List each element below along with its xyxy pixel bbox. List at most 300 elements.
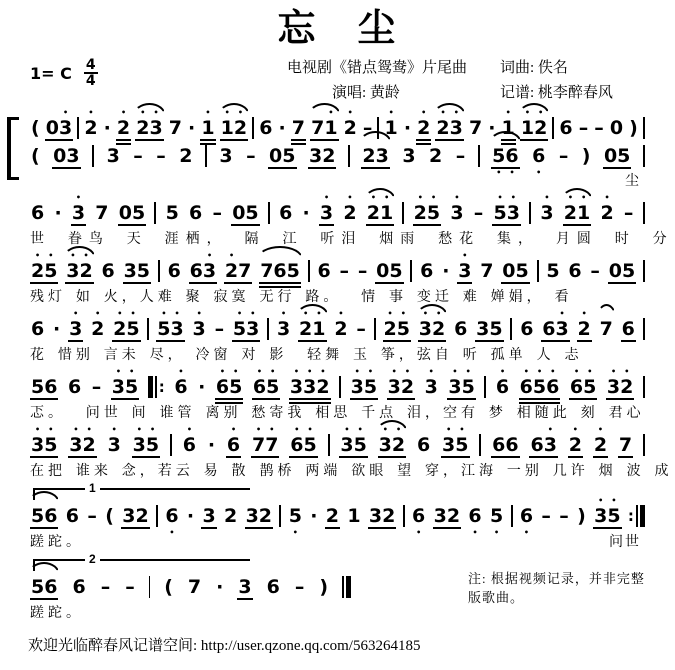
note-char: • 5 — [44, 434, 57, 456]
lyrics-line — [0, 460, 675, 480]
note-char: 6 — [559, 116, 573, 139]
note-token — [163, 576, 174, 598]
note-char: • 3 — [171, 318, 184, 340]
intro-system — [0, 114, 675, 190]
note-char: – — [558, 144, 569, 167]
note-char: 6 — [189, 259, 203, 282]
lyrics-line — [0, 402, 675, 422]
note-char: • 5 — [493, 202, 506, 224]
note-token — [268, 145, 296, 167]
note-char: • 2 — [31, 260, 44, 282]
barline — [403, 505, 405, 527]
note-token — [200, 117, 215, 139]
note-char: 2 — [362, 144, 376, 167]
note-token — [30, 145, 41, 167]
note-token — [441, 434, 469, 456]
note-char: • 2 — [83, 434, 96, 456]
volta-number: 2 — [85, 552, 100, 566]
lyrics-line — [0, 344, 675, 364]
note-token — [167, 260, 182, 282]
note-token — [343, 117, 358, 139]
note-char: 5 — [489, 317, 503, 340]
note-char: 5 — [617, 144, 631, 167]
note-token — [350, 376, 378, 398]
note-token — [30, 117, 41, 139]
note-token — [578, 117, 590, 139]
vocal-system — [0, 198, 675, 248]
note-token — [168, 117, 183, 139]
note-token — [106, 145, 121, 167]
note-char: · — [198, 375, 206, 398]
note-char: • 5 — [455, 434, 468, 456]
note-char: 7 — [95, 201, 109, 224]
note-token — [593, 117, 605, 139]
repeat-dots: : — [627, 506, 634, 525]
note-char: 5 — [245, 201, 259, 224]
note-char: 6 • — [468, 505, 481, 527]
note-token — [67, 376, 82, 398]
note-char: – — [356, 317, 366, 340]
note-token — [135, 117, 163, 139]
note-token — [623, 202, 635, 224]
note-char: • 5 — [462, 376, 475, 398]
note-char: · — [207, 433, 216, 456]
note-char: 6 • — [532, 145, 545, 167]
note-char: • 2 — [600, 202, 613, 224]
barline — [279, 505, 281, 527]
note-char: • 6 — [174, 376, 187, 398]
note-token — [489, 505, 504, 527]
barline — [640, 505, 645, 527]
note-char: – — [214, 317, 225, 340]
note-token — [192, 318, 207, 340]
note-token — [545, 260, 560, 282]
note-char: • 5 — [364, 376, 377, 398]
lyrics-text: 花 惜别 言未 尽， 冷窗 对 影 轻舞 玉 筝，弦自 听 孤单 人 忐 — [30, 345, 583, 362]
note-char: · — [103, 116, 111, 139]
note-token — [298, 318, 326, 340]
note-token — [104, 505, 115, 527]
note-token — [291, 117, 306, 139]
note-char: • 2 — [392, 434, 405, 456]
note-token — [30, 505, 58, 527]
note-char: · — [186, 504, 195, 527]
note-char: • 5 — [427, 202, 440, 224]
note-char: 6 — [279, 201, 293, 224]
note-token — [220, 117, 248, 139]
note-char: • 2 — [343, 202, 356, 224]
note-char: • 2 — [367, 202, 380, 224]
note-char: 6 • — [412, 505, 425, 527]
note-token — [375, 260, 403, 282]
note-token — [418, 318, 446, 340]
note-char: • 6 — [183, 434, 196, 456]
note-token — [628, 117, 639, 139]
note-char: • 5 — [44, 260, 57, 282]
note-token — [424, 376, 439, 398]
note-token — [132, 145, 144, 167]
note-token — [68, 318, 83, 340]
note-char: • 2 — [436, 117, 449, 139]
note-char: • 2 — [344, 117, 357, 139]
note-char: 1 — [347, 504, 361, 527]
note-char: 5 • — [289, 505, 302, 527]
note-char: 3 — [308, 144, 323, 167]
barline — [148, 376, 153, 398]
note-char: 3 — [433, 504, 447, 527]
barline — [478, 145, 480, 167]
note-char: • 3 — [193, 318, 206, 340]
note-token — [189, 260, 217, 282]
note-token — [101, 260, 116, 282]
note-char: • 6 — [570, 376, 583, 398]
note-char: 6 — [31, 317, 45, 340]
note-char: 6 — [44, 504, 58, 527]
lyrics-text-right: 问世 — [609, 532, 641, 549]
note-char: • 3 — [419, 318, 432, 340]
note-char: 6 — [505, 433, 519, 456]
note-token — [308, 145, 336, 167]
note-token — [333, 318, 348, 340]
note-token — [178, 145, 193, 167]
note-token — [433, 505, 461, 527]
note-char: • 3 — [149, 117, 162, 139]
note-char: 6 — [542, 317, 556, 340]
note-char: • 3 — [112, 376, 125, 398]
note-char: • 2 — [84, 117, 97, 139]
note-token — [83, 117, 98, 139]
note-token — [107, 434, 122, 456]
note-token — [266, 576, 281, 598]
note-char: 6 — [416, 433, 431, 456]
note-char: – — [473, 201, 484, 224]
note-char: • 1 — [324, 117, 337, 139]
vocal-system — [0, 372, 675, 422]
note-char: 6 — [68, 375, 82, 398]
note-token — [577, 318, 592, 340]
barline — [346, 576, 351, 598]
note-char: • 2 — [299, 318, 312, 340]
note-char: 3 — [368, 504, 383, 527]
note-token — [416, 117, 431, 139]
note-char: 5 — [621, 259, 636, 282]
note-token — [318, 576, 329, 598]
note-char: 6 — [44, 575, 58, 598]
note-char: ) — [581, 144, 591, 167]
note-char: 3 — [476, 317, 490, 340]
note-token — [447, 376, 475, 398]
note-char: • 2 — [417, 117, 430, 139]
final-barline — [342, 576, 351, 598]
note-char: 0 — [502, 259, 516, 282]
note-char: 2 — [325, 504, 340, 527]
note-token — [387, 376, 415, 398]
note-char: • 5 — [303, 434, 316, 456]
note-token — [361, 145, 389, 167]
note-token — [276, 318, 291, 340]
repeat-begin-sign — [148, 376, 165, 398]
note-char: 5 — [31, 375, 45, 398]
note-char: • 3 — [66, 260, 79, 282]
note-token — [339, 260, 351, 282]
note-char: • 3 — [544, 434, 557, 456]
barline — [308, 260, 310, 282]
barline — [643, 145, 645, 167]
note-token — [182, 434, 197, 456]
barline — [348, 145, 350, 167]
note-char: • 3 — [458, 260, 471, 282]
note-char: 2 — [322, 144, 336, 167]
note-char: – — [455, 144, 466, 167]
note-char: – — [590, 259, 600, 282]
note-char: • 5 — [233, 318, 246, 340]
note-token — [558, 145, 570, 167]
note-token — [309, 505, 318, 527]
note-token — [357, 260, 369, 282]
note-token — [245, 145, 257, 167]
note-char: 3 — [66, 144, 80, 167]
note-char: 0 — [603, 144, 618, 167]
note-token — [30, 202, 45, 224]
note-char: • 3 — [303, 376, 316, 398]
note-token — [124, 576, 136, 598]
lyrics-text: 残灯 如 火，人难 聚 寂寞 无行 路。 情 事 变迁 难 婵娟， 看 — [30, 287, 573, 304]
note-token — [435, 117, 463, 139]
note-token — [30, 318, 45, 340]
barline — [484, 376, 486, 398]
note-char: – — [133, 144, 143, 167]
notes-line — [0, 142, 675, 170]
note-char: • 2 — [136, 117, 149, 139]
lyrics-text: 蹉跎。 — [30, 603, 84, 620]
barline — [328, 434, 330, 456]
note-char: • 5 — [266, 376, 279, 398]
note-token — [529, 434, 557, 456]
note-char: • 6 — [216, 376, 229, 398]
note-token — [165, 202, 180, 224]
note-char: 6 — [420, 259, 434, 282]
note-char: • 6 — [290, 434, 303, 456]
note-char: 3 — [375, 144, 389, 167]
note-token — [91, 376, 103, 398]
lyrics-line — [0, 170, 675, 190]
lyrics-line — [0, 228, 675, 248]
note-char: 5 — [389, 259, 403, 282]
note-char: 6 — [317, 259, 331, 282]
note-char: 6 • — [165, 505, 178, 527]
song-title: 忘 尘 — [277, 8, 398, 50]
note-token — [65, 505, 80, 527]
note-token — [103, 117, 112, 139]
note-char: 6 — [44, 375, 58, 398]
notes-line — [0, 314, 675, 344]
note-char: ) — [577, 504, 586, 527]
note-token — [164, 505, 179, 527]
notes-line — [0, 198, 675, 228]
note-token — [608, 260, 636, 282]
notes-line — [0, 372, 675, 402]
note-char: • 2 — [234, 117, 247, 139]
note-token — [589, 260, 601, 282]
time-signature — [84, 58, 98, 89]
note-char: – — [91, 375, 102, 398]
note-char: • 5 — [125, 376, 138, 398]
note-token — [258, 117, 273, 139]
score-annotation: 注: 根据视频记录，并非完整版歌曲。 — [468, 570, 645, 605]
note-char: 3 — [123, 259, 137, 282]
note-char: • 1 — [380, 202, 393, 224]
note-char: – — [87, 504, 97, 527]
note-token — [232, 318, 260, 340]
note-char: • 3 — [388, 376, 401, 398]
note-token — [593, 505, 621, 527]
barline — [643, 318, 645, 340]
note-token — [339, 434, 367, 456]
note-token — [540, 505, 552, 527]
time-signature-denominator: 4 — [85, 73, 96, 90]
note-char: 6 — [259, 116, 273, 139]
note-char: ( — [105, 504, 114, 527]
note-token — [53, 202, 62, 224]
note-token — [214, 318, 226, 340]
note-token — [457, 260, 472, 282]
note-char: 7 — [468, 116, 483, 139]
note-token — [441, 260, 450, 282]
barline — [643, 376, 645, 398]
note-token — [278, 117, 287, 139]
vocal-system — [0, 314, 675, 364]
note-token — [519, 376, 561, 398]
note-char: • 3 — [351, 376, 364, 398]
note-token — [94, 202, 109, 224]
barline — [149, 576, 151, 598]
note-token — [118, 202, 146, 224]
note-char: • 2 — [113, 318, 126, 340]
note-char: 7 — [599, 317, 613, 340]
note-token — [45, 117, 73, 139]
note-token — [30, 260, 58, 282]
note-char: 5 — [546, 259, 560, 282]
note-token — [475, 318, 503, 340]
time-signature-numerator: 4 — [85, 56, 96, 73]
barline — [170, 434, 172, 456]
lyrics-text-right: 尘 — [625, 171, 641, 188]
note-char: • 3 — [607, 376, 620, 398]
note-char: – — [100, 575, 111, 598]
note-token — [473, 202, 485, 224]
notes-line — [0, 114, 675, 142]
note-token — [366, 202, 394, 224]
note-token — [428, 145, 443, 167]
note-token — [289, 376, 331, 398]
note-char: • 2 — [334, 318, 347, 340]
barline — [510, 318, 512, 340]
note-char: · — [278, 116, 286, 139]
note-token — [558, 117, 573, 139]
note-token — [531, 145, 546, 167]
note-char: · — [488, 116, 496, 139]
note-char: • 5 — [397, 318, 410, 340]
note-char: • 1 — [312, 318, 325, 340]
note-char: 5 — [31, 575, 45, 598]
note-token — [112, 318, 140, 340]
note-char: • 2 — [117, 117, 130, 139]
note-token — [245, 505, 273, 527]
note-char: • 3 — [108, 434, 121, 456]
note-token — [599, 202, 614, 224]
volta-bracket — [33, 480, 250, 500]
note-token — [111, 376, 139, 398]
note-token — [52, 318, 61, 340]
note-char: 6 — [101, 259, 115, 282]
note-char: • 3 — [555, 318, 568, 340]
note-char: 5 — [165, 201, 179, 224]
note-char: • 3 — [72, 202, 85, 224]
note-token — [491, 145, 519, 167]
note-char: • 6 — [496, 376, 509, 398]
note-char: 6 — [189, 201, 203, 224]
note-char: 6 • — [505, 145, 518, 167]
barline — [643, 260, 645, 282]
note-token — [132, 434, 160, 456]
note-char: • 6 — [227, 434, 240, 456]
note-token — [468, 117, 483, 139]
lyrics-text: 忑。 问世 间 谁管 离别 愁寄我 相思 千点 泪，空有 梦 相随此 刻 君心 — [30, 403, 645, 420]
note-char: • 5 — [157, 318, 170, 340]
note-char: 2 — [224, 504, 238, 527]
barline — [92, 145, 94, 167]
barline — [147, 318, 149, 340]
note-token — [302, 202, 311, 224]
note-token — [419, 260, 434, 282]
note-char: 6 — [65, 504, 80, 527]
note-char: • 1 — [201, 117, 214, 139]
note-token — [609, 117, 624, 139]
note-char: • 2 — [569, 434, 582, 456]
barline — [374, 318, 376, 340]
note-char: 0 — [53, 144, 67, 167]
note-char: 6 — [72, 575, 86, 598]
note-token — [310, 117, 338, 139]
note-char: • 1 — [502, 117, 515, 139]
barline — [552, 117, 554, 139]
note-char: · — [310, 504, 318, 527]
note-char: • 1 — [385, 117, 398, 139]
note-token — [207, 434, 216, 456]
note-char: • 3 — [59, 117, 72, 139]
barline — [156, 505, 158, 527]
vocal-system — [0, 551, 675, 622]
note-char: 6 — [273, 259, 287, 282]
barline — [77, 117, 79, 139]
note-char: 0 — [269, 144, 283, 167]
singer-credit: 演唱: 黄龄 — [332, 84, 400, 101]
repeat-dots: : — [158, 377, 165, 396]
note-token — [201, 505, 216, 527]
note-char: 6 — [530, 433, 544, 456]
note-char: – — [125, 575, 135, 598]
note-token — [288, 505, 303, 527]
note-char: ) — [629, 116, 638, 139]
note-token — [491, 434, 519, 456]
note-char: 6 — [568, 259, 582, 282]
note-token — [618, 434, 633, 456]
note-char: • 2 — [432, 318, 445, 340]
note-char: • 2 — [91, 318, 104, 340]
note-char: 6 • — [520, 505, 533, 527]
note-char: 7 — [168, 116, 182, 139]
note-char: 3 — [402, 144, 416, 167]
